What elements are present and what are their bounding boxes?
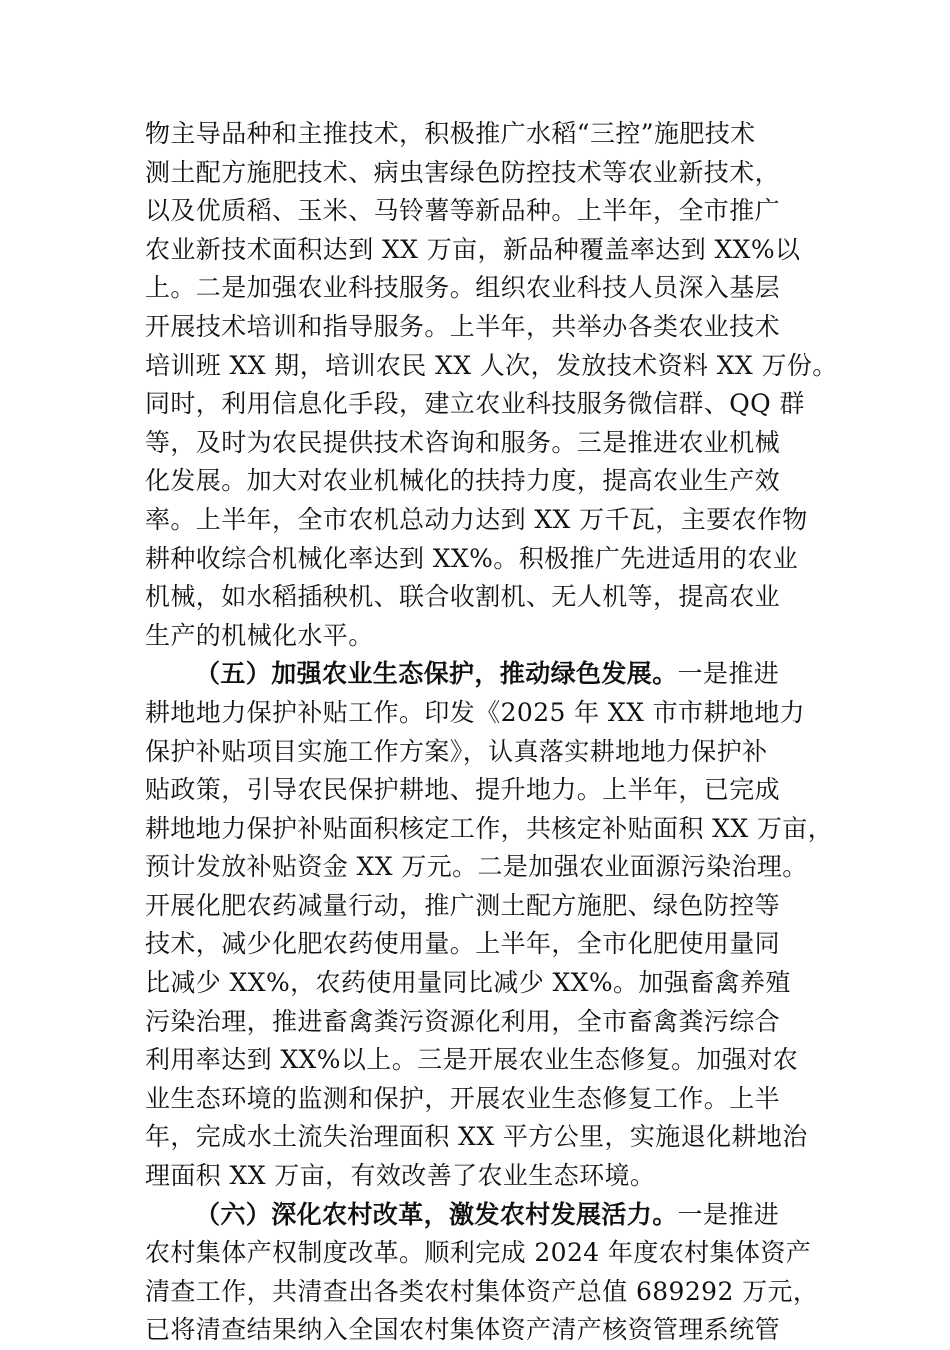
text-line: 耕地地力保护补贴面积核定工作，共核定补贴面积 XX 万亩，	[145, 813, 834, 843]
text-line: 保护补贴项目实施工作方案》，认真落实耕地地力保护补	[145, 736, 768, 766]
paragraph-first-line	[145, 1196, 835, 1235]
text-line: 年，完成水土流失治理面积 XX 平方公里，实施退化耕地治	[145, 1122, 808, 1152]
text-line: 物主导品种和主推技术，积极推广水稻“三控”施肥技术	[145, 119, 756, 148]
text-line: 化发展。加大对农业机械化的扶持力度，提高农业生产效	[145, 466, 781, 496]
text-line: 开展化肥农药减量行动，推广测土配方施肥、绿色防控等	[145, 890, 781, 920]
section-heading-five: （五）加强农业生态保护，推动绿色发展。	[195, 659, 678, 689]
text-line: 业生态环境的监测和保护，开展农业生态修复工作。上半	[145, 1083, 781, 1113]
text-line: 率。上半年，全市农机总动力达到 XX 万千瓦，主要农作物	[145, 504, 808, 534]
paragraph-ecology	[145, 655, 835, 1195]
section-heading-six: （六）深化农村改革，激发农村发展活力。	[195, 1199, 678, 1229]
text-line: 农业新技术面积达到 XX 万亩，新品种覆盖率达到 XX%以	[145, 234, 801, 264]
text-line: 耕种收综合机械化率达到 XX%。积极推广先进适用的农业	[145, 543, 799, 573]
text-line: 利用率达到 XX%以上。三是开展农业生态修复。加强对农	[145, 1045, 799, 1075]
paragraph-first-line	[145, 655, 835, 694]
text-line: 比减少 XX%，农药使用量同比减少 XX%。加强畜禽养殖	[145, 968, 791, 998]
text-line: 以及优质稻、玉米、马铃薯等新品种。上半年，全市推广	[145, 196, 781, 226]
text-line: 生产的机械化水平。	[145, 620, 374, 650]
text-line: 预计发放补贴资金 XX 万元。二是加强农业面源污染治理。	[145, 852, 808, 882]
text-span: 一是推进	[677, 1199, 780, 1229]
text-line: 培训班 XX 期，培训农民 XX 人次，发放技术资料 XX 万份。	[145, 350, 838, 380]
text-line: 技术，减少化肥农药使用量。上半年，全市化肥使用量同	[145, 929, 781, 959]
text-line: 清查工作，共清查出各类农村集体资产总值 689292 万元，	[145, 1276, 819, 1306]
text-line: 开展技术培训和指导服务。上半年，共举办各类农业技术	[145, 311, 781, 341]
text-line: 耕地地力保护补贴工作。印发《2025 年 XX 市市耕地地力	[145, 697, 806, 727]
text-line: 已将清查结果纳入全国农村集体资产清产核资管理系统管	[145, 1315, 781, 1345]
text-line: 测土配方施肥技术、病虫害绿色防控技术等农业新技术，	[145, 157, 781, 187]
text-line: 机械，如水稻插秧机、联合收割机、无人机等，提高农业	[145, 582, 781, 612]
text-span: 一是推进	[677, 659, 780, 689]
text-line: 等，及时为农民提供技术咨询和服务。三是推进农业机械	[145, 427, 781, 457]
text-line: 贴政策，引导农民保护耕地、提升地力。上半年，已完成	[145, 775, 781, 805]
paragraph-technology	[145, 115, 838, 655]
text-line: 污染治理，推进畜禽粪污资源化利用，全市畜禽粪污综合	[145, 1006, 781, 1036]
text-line: 同时，利用信息化手段，建立农业科技服务微信群、QQ 群	[145, 389, 805, 419]
text-line: 上。二是加强农业科技服务。组织农业科技人员深入基层	[145, 273, 781, 303]
paragraph-reform	[145, 1196, 835, 1350]
text-line: 理面积 XX 万亩，有效改善了农业生态环境。	[145, 1161, 656, 1191]
text-line: 农村集体产权制度改革。顺利完成 2024 年度农村集体资产	[145, 1238, 812, 1268]
document-body	[145, 115, 838, 1350]
